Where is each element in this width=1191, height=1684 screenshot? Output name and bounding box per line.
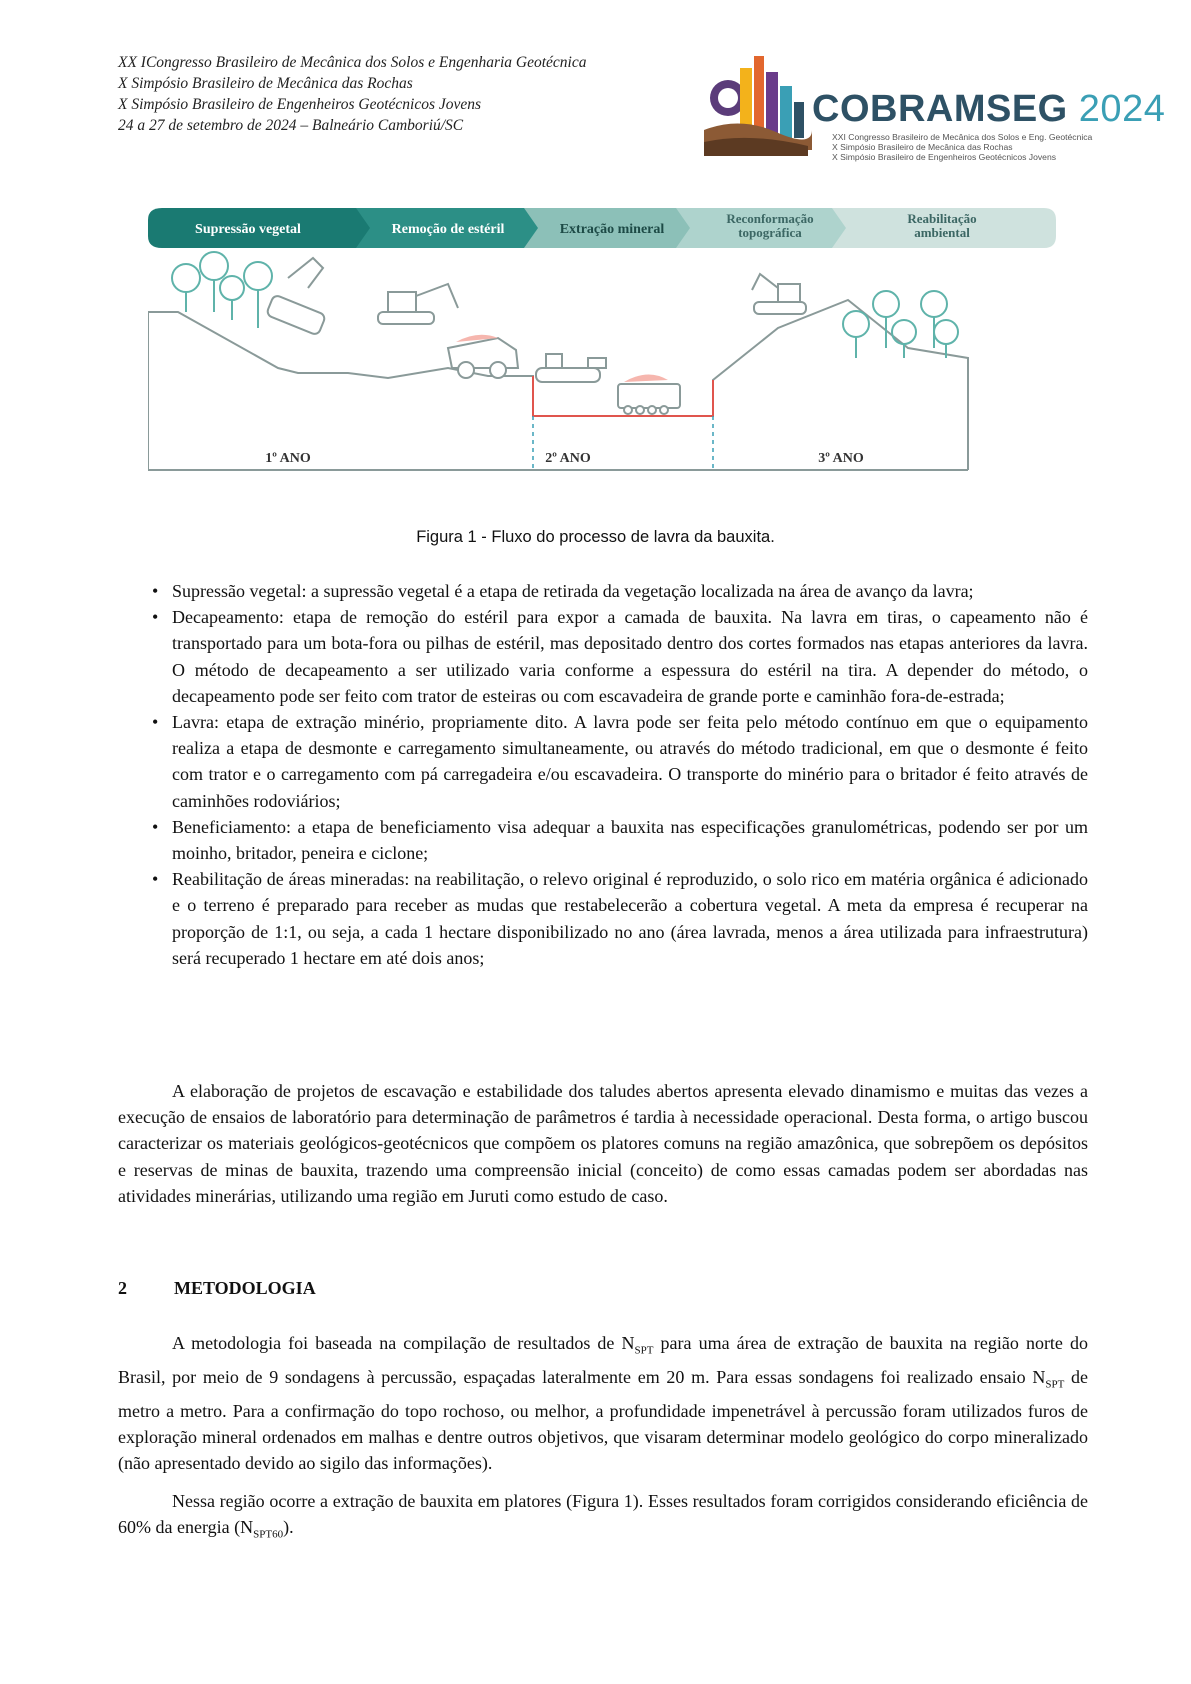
header-line-3: X Simpósio Brasileiro de Engenheiros Geotécnicos Jovens <box>118 96 482 113</box>
header-line-1: XX ICongresso Brasileiro de Mecânica dos Solos e Engenharia Geotécnica <box>118 54 587 71</box>
stage-label-2: Remoção de estéril <box>391 222 505 237</box>
list-item <box>148 814 1088 866</box>
process-steps-list <box>148 578 1088 971</box>
list-item-text: Beneficiamento: a etapa de beneficiamento visa adequar a bauxita nas especificações granulométricas, podendo ser por um moinho, britador, peneira e ciclone; <box>172 816 1088 864</box>
truck-pit-icon <box>618 374 680 414</box>
paragraph-final <box>118 1488 1088 1548</box>
year-label-3: 3º ANO <box>818 451 864 466</box>
stage-label-4-line-2: topográfica <box>738 225 802 240</box>
list-item-text: Supressão vegetal: a supressão vegetal é a etapa de retirada da vegetação localizada na área de avanço da lavra; <box>172 581 974 601</box>
year-label-2: 2º ANO <box>545 451 591 466</box>
section-number: 2 <box>118 1278 127 1298</box>
paragraph-method <box>118 1330 1088 1476</box>
list-item-text: Lavra: etapa de extração minério, propriamente dito. A lavra pode ser feita pelo método contínuo em que o equipamento realiza a etapa de desmonte e carregamento simultaneamente, ou através do método tradicional, em que o desmonte é feito com trator e o carregamento com pá carregadeira e/ou escavadeira. O transporte do minério para o britador é feito através de caminhões rodoviários; <box>172 712 1088 811</box>
stage-label-3: Extração mineral <box>559 222 665 237</box>
stage-label-1: Supressão vegetal <box>195 222 301 237</box>
bullet-icon: • <box>152 712 159 733</box>
nspt-subscript-2: SPT <box>1045 1378 1065 1391</box>
logo-brand <box>812 88 1165 131</box>
logo-sub-1: XXI Congresso Brasileiro de Mecânica dos Solos e Eng. Geotécnica <box>832 132 1093 142</box>
paragraph-intro-text: A elaboração de projetos de escavação e estabilidade dos taludes abertos apresenta elevado dinamismo e muitas das vezes a execução de ensaios de laboratório para determinação de parâmetros é tardia à necessidade operacional. Desta forma, o artigo buscou caracterizar os materiais geológicos-geotécnicos que compõem os platores comuns na região amazônica, que sobrepõem os depósitos e reservas de minas de bauxita, trazendo uma compreensão inicial (conceito) de como essas camadas podem ser abordadas nas atividades minerárias, utilizando uma região em Juruti como estudo de caso. <box>118 1081 1088 1206</box>
bullet-icon: • <box>152 816 159 837</box>
paragraph-intro <box>118 1078 1088 1209</box>
paragraph-final-text-2: ). <box>283 1517 294 1538</box>
paragraph-final-text-1: Nessa região ocorre a extração de bauxita em platores (Figura 1). Esses resultados foram corrigidos considerando eficiência de 60% da energia (N <box>118 1491 1088 1538</box>
paragraph-method-text-1: A metodologia foi baseada na compilação de resultados de N <box>172 1333 635 1353</box>
nspt-subscript-1: SPT <box>634 1344 654 1357</box>
list-item <box>148 578 1088 604</box>
mining-process-figure <box>148 208 1056 510</box>
section-heading <box>118 1278 316 1299</box>
stage-label-4-line-1: Reconformação <box>726 211 814 226</box>
figure-caption: Figura 1 - Fluxo do processo de lavra da bauxita. <box>416 528 775 546</box>
bullet-icon: • <box>152 869 159 890</box>
section-title: METODOLOGIA <box>174 1278 316 1298</box>
list-item-text: Decapeamento: etapa de remoção do estéril para expor a camada de bauxita. Na lavra em tiras, o capeamento não é transportado para um bota-fora ou pilhas de estéril, mas depositado dentro dos cortes formados nas etapas anteriores da lavra. O método de decapeamento a ser utilizado varia conforme a espessura do estéril na tira. A depender do método, o decapeamento pode ser feito com trator de esteiras ou com escavadeira de grande porte e caminhão fora-de-estrada; <box>172 607 1088 706</box>
paragraph-method-text-2: para uma área de extração de bauxita na região norte do Brasil, por meio de 9 sondagens à percussão, espaçadas lateralmente em 20 m. Para essas sondagens foi realizado ensaio N <box>118 1333 1088 1387</box>
bulldozer-icon <box>266 258 326 336</box>
logo-sub-3: X Simpósio Brasileiro de Engenheiros Geotécnicos Jovens <box>832 152 1057 162</box>
dump-truck-icon <box>448 338 518 378</box>
logo-buildings-icon <box>700 50 812 162</box>
list-item <box>148 604 1088 709</box>
paragraph-method-text-3: de metro a metro. Para a confirmação do topo rochoso, ou melhor, a profundidade impenetrável à percussão foram utilizados furos de exploração mineral ordenados em malhas e dentre outros objetivos, que visaram determinar modelo geológico do corpo mineralizado (não apresentado devido ao sigilo das informações). <box>118 1366 1088 1473</box>
conference-header <box>118 52 678 136</box>
bullet-icon: • <box>152 607 159 628</box>
stage-label-5-line-2: ambiental <box>914 225 970 240</box>
terrain-profile <box>148 300 968 470</box>
trees-right-icon <box>843 291 958 358</box>
bullet-icon: • <box>152 581 159 601</box>
process-diagram <box>148 208 1056 510</box>
loader-icon <box>536 354 606 382</box>
year-label-1: 1º ANO <box>265 451 311 466</box>
cobramseg-logo <box>700 50 1166 162</box>
excavator-1-icon <box>378 284 458 324</box>
header-line-2: X Simpósio Brasileiro de Mecânica das Rochas <box>118 75 413 92</box>
list-item-text: Reabilitação de áreas mineradas: na reabilitação, o relevo original é reproduzido, o solo rico em matéria orgânica é adicionado e o terreno é preparado para receber as mudas que restabelecerão a cobertura vegetal. A meta da empresa é recuperar na proporção de 1:1, ou seja, a cada 1 hectare disponibilizado no ano (área lavrada, menos a área utilizada para infraestrutura) será recuperado 1 hectare em até dois anos; <box>172 869 1088 968</box>
nspt60-subscript: SPT60 <box>253 1528 284 1541</box>
list-item <box>148 866 1088 971</box>
stage-label-5-line-1: Reabilitação <box>907 211 977 226</box>
excavator-2-icon <box>752 274 806 314</box>
logo-sub-2: X Simpósio Brasileiro de Mecânica das Rochas <box>832 142 1013 152</box>
logo-brand-name: COBRAMSEG <box>812 88 1068 130</box>
logo-year: 2024 <box>1078 88 1166 130</box>
header-line-4: 24 a 27 de setembro de 2024 – Balneário Camboriú/SC <box>118 117 464 134</box>
list-item <box>148 709 1088 814</box>
